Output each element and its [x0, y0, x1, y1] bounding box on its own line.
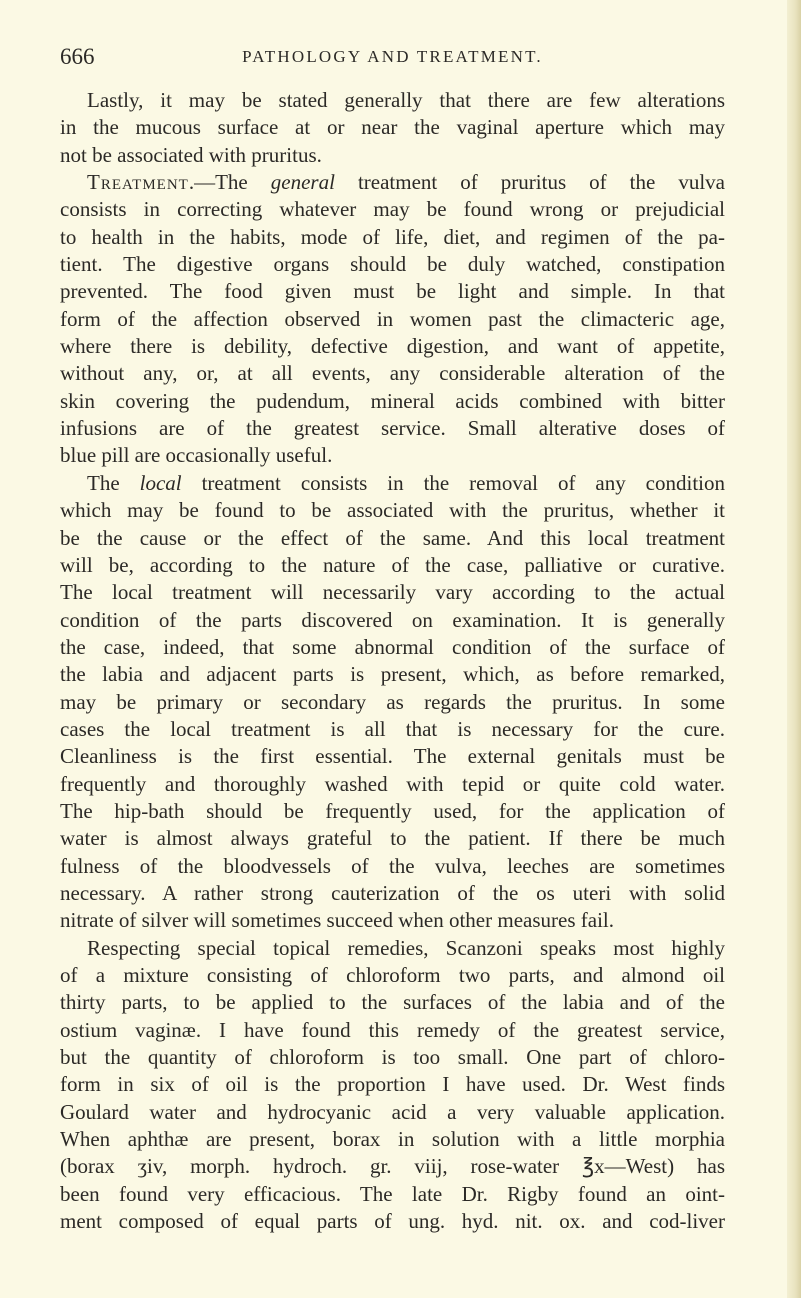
text-line [60, 1044, 725, 1071]
text-line [60, 224, 725, 251]
text-segment: The hip-bath should be frequently used, for the application of [60, 798, 725, 823]
paragraph-first-line [60, 470, 725, 497]
text-segment: in the mucous surface at or near the vaginal aperture which may [60, 115, 725, 140]
text-segment: the case, indeed, that some abnormal condition of the surface of [60, 634, 725, 659]
text-segment: blue pill are occasionally useful. [60, 443, 333, 468]
text-line [60, 1208, 725, 1235]
text-line [60, 853, 725, 880]
text-line [60, 1153, 725, 1180]
text-segment: frequently and thoroughly washed with tepid or quite cold water. [60, 771, 725, 796]
text-line [60, 333, 725, 360]
text-segment: Cleanliness is the first essential. The external genitals must be [60, 744, 725, 769]
text-line [60, 689, 725, 716]
text-line [60, 525, 725, 552]
text-segment: without any, or, at all events, any considerable alteration of the [60, 361, 725, 386]
text-line [60, 278, 725, 305]
text-segment: been found very efficacious. The late Dr. Rigby found an oint- [60, 1181, 725, 1206]
text-segment: Respecting special topical remedies, Scanzoni speaks most highly [87, 935, 725, 960]
text-line [60, 798, 725, 825]
text-line [60, 634, 725, 661]
text-line [60, 771, 725, 798]
text-segment: .—The [188, 170, 271, 195]
text-line [60, 989, 725, 1016]
text-segment: infusions are of the greatest service. Small alterative doses of [60, 416, 725, 441]
text-segment: but the quantity of chloroform is too small. One part of chloro- [60, 1045, 725, 1070]
text-segment: prevented. The food given must be light and simple. In that [60, 279, 725, 304]
text-segment: ment composed of equal parts of ung. hyd. nit. ox. and cod-liver [60, 1209, 725, 1234]
text-segment: ostium vaginæ. I have found this remedy of the greatest service, [60, 1017, 725, 1042]
text-line [60, 360, 725, 387]
text-segment: condition of the parts discovered on examination. It is generally [60, 607, 725, 632]
text-segment: necessary. A rather strong cauterization of the os uteri with solid [60, 880, 725, 905]
text-line [60, 388, 725, 415]
text-segment: to health in the habits, mode of life, diet, and regimen of the pa- [60, 224, 725, 249]
text-segment: When aphthæ are present, borax in solution with a little morphia [60, 1127, 725, 1152]
text-line [60, 552, 725, 579]
text-line [60, 1181, 725, 1208]
text-segment: Lastly, it may be stated generally that there are few alterations [87, 88, 725, 112]
page-header [60, 44, 725, 72]
italic-text: local [139, 470, 182, 495]
text-segment: thirty parts, to be applied to the surfaces of the labia and of the [60, 990, 725, 1015]
text-segment: Goulard water and hydrocyanic acid a very valuable application. [60, 1099, 725, 1124]
text-segment: water is almost always grateful to the patient. If there be much [60, 826, 725, 851]
text-line [60, 251, 725, 278]
text-segment: form in six of oil is the proportion I have used. Dr. West finds [60, 1072, 725, 1097]
text-segment: consists in correcting whatever may be found wrong or prejudicial [60, 197, 725, 222]
text-line [60, 880, 725, 907]
text-segment: not be associated with pruritus. [60, 142, 322, 167]
text-line [60, 716, 725, 743]
paragraph-first-line [60, 87, 725, 114]
text-line [60, 607, 725, 634]
running-title: PATHOLOGY AND TREATMENT. [242, 47, 543, 66]
paragraph-first-line [60, 935, 725, 962]
italic-text: general [270, 170, 335, 195]
text-segment: which may be found to be associated with the pruritus, whether it [60, 498, 725, 523]
text-line [60, 1099, 725, 1126]
text-line [60, 142, 725, 169]
text-line [60, 442, 725, 469]
text-line [60, 1126, 725, 1153]
text-line [60, 661, 725, 688]
text-segment: form of the affection observed in women past the climacteric age, [60, 306, 725, 331]
text-line [60, 579, 725, 606]
small-caps-heading: Treatment [87, 170, 189, 195]
text-line [60, 196, 725, 223]
text-segment: cases the local treatment is all that is necessary for the cure. [60, 716, 725, 741]
text-line [60, 114, 725, 141]
text-segment: may be primary or secondary as regards the pruritus. In some [60, 689, 725, 714]
page-edge-shadow [787, 0, 801, 1298]
text-segment: The local treatment will necessarily vary according to the actual [60, 580, 725, 605]
text-segment: The [87, 470, 140, 495]
text-line [60, 962, 725, 989]
text-line [60, 825, 725, 852]
text-line [60, 1017, 725, 1044]
text-segment: treatment of pruritus of the vulva [334, 170, 726, 195]
text-segment: tient. The digestive organs should be duly watched, constipation [60, 252, 725, 277]
text-line [60, 1071, 725, 1098]
text-segment: (borax ʒiv, morph. hydroch. gr. viij, rose-water ℥x—West) has [60, 1154, 725, 1179]
text-line [60, 907, 725, 934]
text-segment: nitrate of silver will sometimes succeed when other measures fail. [60, 908, 614, 933]
body-text [60, 87, 725, 1235]
text-line [60, 743, 725, 770]
text-segment: of a mixture consisting of chloroform two parts, and almond oil [60, 963, 725, 987]
text-segment: will be, according to the nature of the case, palliative or curative. [60, 552, 725, 577]
paragraph-first-line [60, 169, 725, 196]
text-line [60, 306, 725, 333]
text-segment: skin covering the pudendum, mineral acids combined with bitter [60, 388, 725, 413]
text-line [60, 497, 725, 524]
text-segment: the labia and adjacent parts is present, which, as before remarked, [60, 662, 725, 687]
text-segment: where there is debility, defective digestion, and want of appetite, [60, 334, 725, 359]
text-segment: treatment consists in the removal of any condition [181, 470, 725, 495]
page-number: 666 [60, 44, 95, 69]
text-segment: be the cause or the effect of the same. And this local treatment [60, 525, 725, 550]
text-line [60, 415, 725, 442]
text-segment: fulness of the bloodvessels of the vulva, leeches are sometimes [60, 853, 725, 878]
